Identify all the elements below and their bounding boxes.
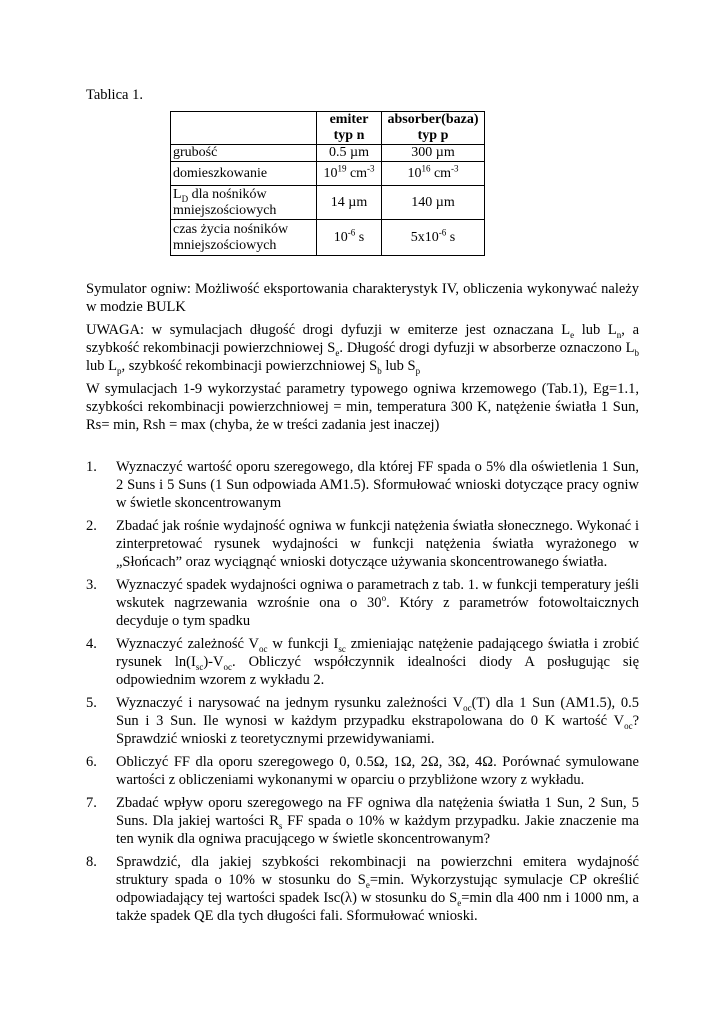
table-row <box>171 186 485 220</box>
header-absorber: absorber(baza) typ p <box>382 112 485 145</box>
simulator-note: Symulator ogniw: Możliwość eksportowania charakterystyk IV, obliczenia wykonywać należy w modzie BULK <box>86 281 639 315</box>
list-item: 2. Zbadać jak rośnie wydajność ogniwa w funkcji natężenia światła słonecznego. Wykonać i zinterpretować rysunek wydajności w funkcji natężenia światła wyrażonego w „Słońcach” oraz wyciągnąć wnioski dotyczące używania skoncentrowanego światła. <box>86 518 639 570</box>
row-label: $L_D$ dla nośników mniejszościowych <box>171 186 317 220</box>
list-item: 4. Wyznaczyć zależność $V_{oc}$ w funkcji $I_{sc}$ zmieniając natężenie padającego światła i zrobić rysunek $\ln(I_{sc})-V_{oc}$. Obliczyć współczynnik idealności diody A posługując się odpowiednim wzorem z wykładu 2. <box>86 636 640 688</box>
list-item: 6. Obliczyć FF dla oporu szeregowego 0, 0.5Ω, 1Ω, 2Ω, 3Ω, 4Ω. Porównać symulowane wartości z obliczeniami wykonanymi w oparciu o przybliżone wzory z wykładu. <box>86 754 639 788</box>
cell-absorber: 300 µm <box>382 145 485 162</box>
list-item: 8. Sprawdzić, dla jakiej szybkości rekombinacji na powierzchni emitera wydajność struktury spada o 10% w stosunku do $S_e=\min$. Wykorzystując symulacje CP określić odpowiadający tej wartości spadek Isc(λ) w stosunku do $S_e=\min$ dla 400 nm i 1000 nm, a także spadek QE dla tych długości fali. Sformułować wnioski. <box>86 854 639 924</box>
table-row <box>171 162 485 186</box>
header-empty-cell <box>171 112 317 145</box>
table-row <box>171 220 485 256</box>
list-item: 5. Wyznaczyć i narysować na jednym rysunku zależności $V_{oc}(T)$ dla 1 Sun (AM1.5), 0.5 Sun i 3 Sun. Ile wynosi w każdym przypadku ekstrapolowana do 0 K wartość $V_{oc}$? Sprawdzić wnioski z teoretycznymi przewidywaniami. <box>86 695 639 747</box>
row-label: czas życia nośników mniejszościowych <box>171 220 317 256</box>
list-item: 7. Zbadać wpływ oporu szeregowego na FF ogniwa dla natężenia światła 1 Sun, 2 Sun, 5 Suns. Dla jakiej wartości $R_s$ FF spada o 10% w każdym przypadku. Jakie znaczenie ma ten wynik dla ogniwa pracującego w świetle skoncentrowanym? <box>86 795 639 847</box>
list-item: 3. Wyznaczyć spadek wydajności ogniwa o parametrach z tab. 1. w funkcji temperatury jeśli wskutek nagrzewania wzrośnie ona o 30$^o$. Który z parametrów fotowoltaicznych decyduje o tym spadku <box>86 577 639 629</box>
warning-note: UWAGA: w symulacjach długość drogi dyfuzji w emiterze jest oznaczana $L_e$ lub $L_n$, a szybkość rekombinacji powierzchniowej $S_e$. Długość drogi dyfuzji w absorberze oznaczono $L_b$ lub $L_p$, szybkość rekombinacji powierzchniowej $S_b$ lub $S_p$ <box>86 322 640 376</box>
parameters-table <box>170 111 485 256</box>
cell-absorber: $10^{16}$ $cm^{-3}$ <box>382 162 485 186</box>
cell-emiter: 14 µm <box>317 186 382 220</box>
cell-emiter: $10^{19}$ $cm^{-3}$ <box>317 162 382 186</box>
parameters-note: W symulacjach 1-9 wykorzystać parametry typowego ogniwa krzemowego (Tab.1), Eg=1.1, szybkości rekombinacji powierzchniowej = min, temperatura 300 K, natężenie światła 1 Sun, Rs= min, Rsh = max (chyba, że w treści zadania jest inaczej) <box>86 381 639 433</box>
list-item: 1. Wyznaczyć wartość oporu szeregowego, dla której FF spada o 5% dla oświetlenia 1 Sun, 2 Suns i 5 Suns (1 Sun odpowiada AM1.5). Sformułować wnioski dotyczące pracy ogniw w świetle skoncentrowanym <box>86 459 639 511</box>
table-title: Tablica 1. <box>86 87 143 103</box>
row-label: domieszkowanie <box>171 162 317 186</box>
row-label: grubość <box>171 145 317 162</box>
table-row <box>171 145 485 162</box>
header-emiter: emiter typ n <box>317 112 382 145</box>
task-list <box>86 458 639 930</box>
cell-absorber: 140 µm <box>382 186 485 220</box>
cell-absorber: $5x10^{-6}$ s <box>382 220 485 256</box>
cell-emiter: $10^{-6}$ s <box>317 220 382 256</box>
cell-emiter: 0.5 µm <box>317 145 382 162</box>
table-header-row <box>171 112 485 145</box>
